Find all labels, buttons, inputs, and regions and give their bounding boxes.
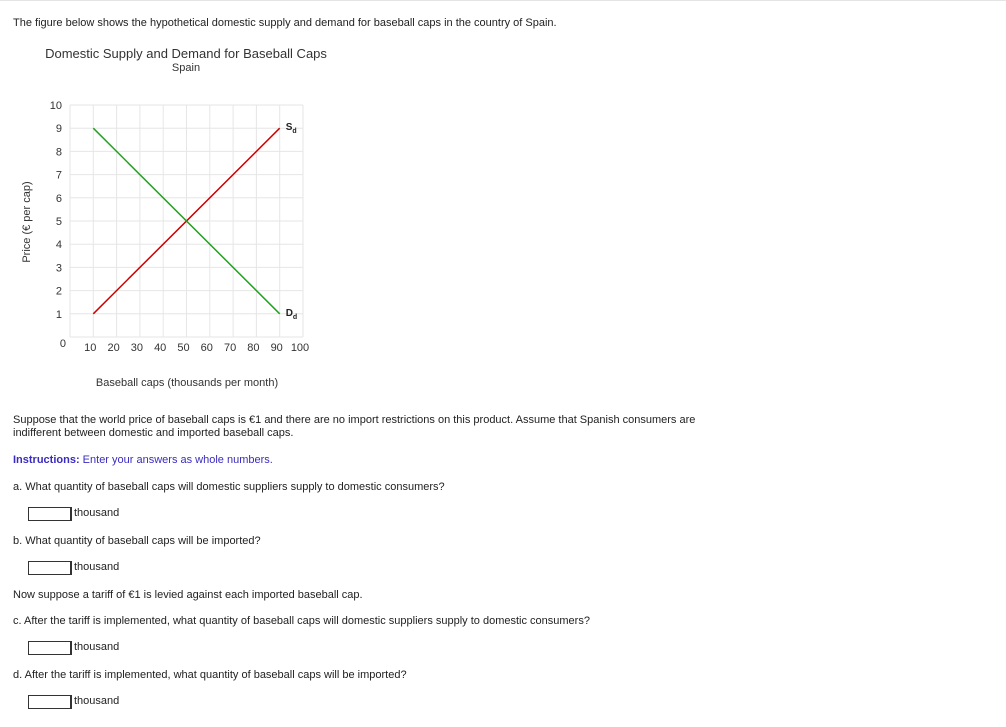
answer-row-a — [28, 506, 119, 522]
x-tick-label: 40 — [154, 342, 167, 354]
curve-label-subscript: d — [292, 313, 298, 321]
y-tick-label: 4 — [55, 239, 62, 252]
instructions-label: Instructions: — [13, 454, 80, 466]
y-tick-label-zero: 0 — [59, 338, 66, 350]
x-tick-label: 50 — [177, 342, 190, 354]
x-tick-label: 20 — [107, 342, 120, 354]
curve-label-d: $D_d$ — [285, 307, 298, 321]
question-b: b. What quantity of baseball caps will be imported? — [13, 535, 261, 547]
y-tick-label: 8 — [55, 146, 62, 159]
question-c: c. After the tariff is implemented, what quantity of baseball caps will domestic suppliers supply to domestic consumers? — [13, 615, 590, 627]
answer-row-d — [28, 694, 119, 710]
answer-d-input[interactable] — [28, 695, 71, 709]
tariff-note: Now suppose a tariff of €1 is levied against each imported baseball cap. — [13, 589, 363, 601]
x-axis-ticks — [84, 342, 309, 354]
answer-c-input[interactable] — [28, 641, 71, 655]
y-tick-label: 5 — [55, 216, 62, 228]
question-intro: Suppose that the world price of baseball caps is €1 and there are no import restrictions on this product. Assume that Spanish consumers are indifferent between domestic and imported baseball caps. — [13, 414, 696, 439]
chart-title: Domestic Supply and Demand for Baseball Caps — [45, 46, 327, 61]
y-tick-label: 7 — [55, 169, 62, 182]
y-tick-label: 10 — [49, 100, 62, 112]
instructions-text: Enter your answers as whole numbers. — [79, 454, 273, 466]
question-a: a. What quantity of baseball caps will domestic suppliers supply to domestic consumers? — [13, 481, 445, 493]
instructions — [13, 454, 273, 466]
y-tick-label: 2 — [55, 285, 62, 298]
answer-b-unit: thousand — [71, 561, 119, 575]
x-tick-label: 70 — [223, 342, 237, 354]
x-tick-label: 100 — [290, 342, 310, 354]
answer-c-unit: thousand — [71, 641, 119, 655]
top-divider — [0, 0, 1006, 1]
x-tick-label: 30 — [130, 342, 144, 354]
x-tick-label: 60 — [200, 342, 213, 354]
curve-label-subscript: d — [292, 128, 297, 136]
answer-row-c — [28, 640, 119, 656]
answer-a-unit: thousand — [71, 507, 119, 521]
curve-label-s: $S_d$ — [285, 122, 297, 136]
question-d: d. After the tariff is implemented, what quantity of baseball caps will be imported? — [13, 669, 407, 681]
y-axis-label: Price (€ per cap) — [21, 181, 33, 263]
answer-a-input[interactable] — [28, 507, 71, 521]
chart-subtitle: Spain — [171, 62, 201, 74]
answer-d-unit: thousand — [71, 695, 119, 709]
y-axis-ticks — [50, 100, 62, 321]
answer-row-b — [28, 560, 119, 576]
y-tick-label: 3 — [55, 262, 62, 275]
x-tick-label: 90 — [270, 342, 283, 354]
answer-b-input[interactable] — [28, 561, 71, 575]
x-tick-label: 10 — [84, 342, 97, 354]
y-tick-label: 6 — [55, 192, 62, 205]
x-axis-label: Baseball caps (thousands per month) — [95, 377, 279, 389]
intro-text: The figure below shows the hypothetical domestic supply and demand for baseball caps in the country of Spain. — [13, 17, 557, 29]
x-tick-label: 80 — [247, 342, 260, 354]
y-tick-label: 1 — [55, 308, 62, 321]
supply-demand-chart — [0, 40, 340, 410]
y-tick-label: 9 — [55, 123, 62, 136]
